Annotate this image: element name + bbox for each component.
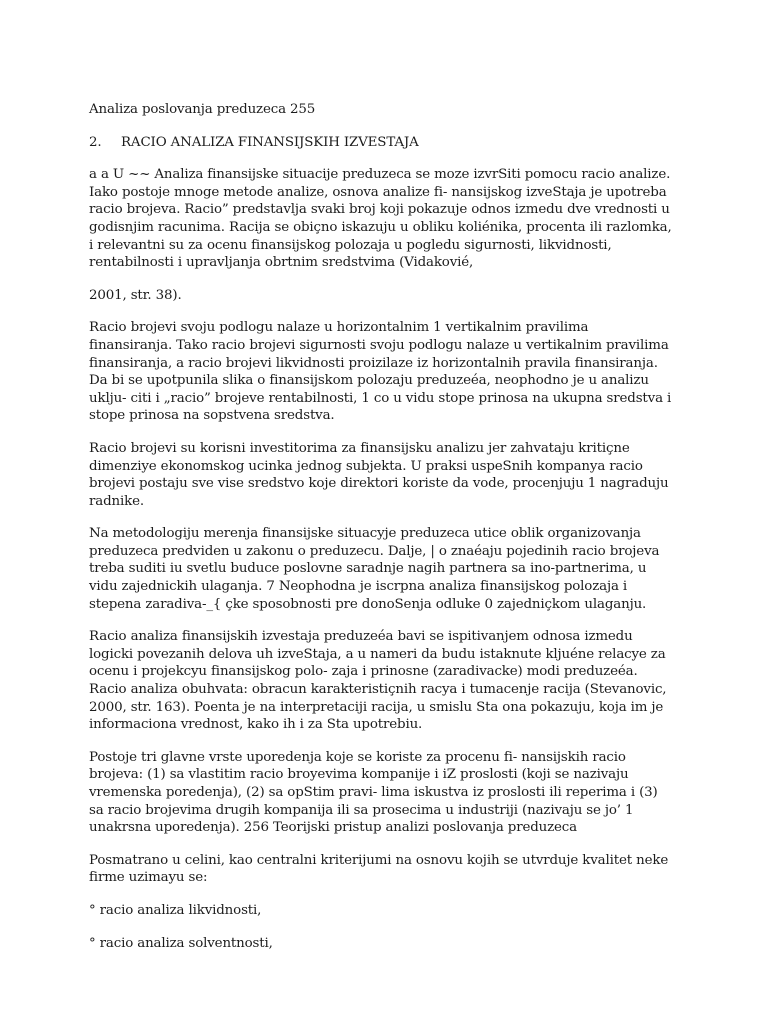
list-item: ° racio analiza likvidnosti, xyxy=(89,902,262,918)
paragraph: Posmatrano u celini, kao centralni kriterijumi na osnovu kojih se utvrduje kvalitet neke firme uzimayu se: xyxy=(89,852,669,886)
paragraph: Racio analiza finansijskih izvestaja preduzeéa bavi se ispitivanjem odnosa izmedu logicki povezanih delova uh izveStaja, a u nameri da budu istaknute kljuéne relacye za ocenu i projekcyu finansijskog polo- zaja i prinosne (zaradivacke) modi preduzeéa. Racio analiza obuhvata: obracun karakteristiçnih racya i tumacenje racija (Stevanovic, 2000, str. 163). Poenta je na interpretaciji racija, u smislu Sta ona pokazuju, koja im je informaciona vrednost, kako ih i za Sta upotrebiu. xyxy=(89,629,667,733)
running-header: Analiza poslovanja preduzeca 255 xyxy=(89,102,316,117)
paragraph: Racio brojevi svoju podlogu nalaze u horizontalnim 1 vertikalnim pravilima finansiranja. Tako racio brojevi sigurnosti svoju podlogu nalaze u vertikalnim pravilima finansiranja, a racio brojevi likvidnosti proizilaze iz horizontalnih pravila finansiranja. Da bi se upotpunila slika o finansijskom polozaju preduzeéa, neophodno je u analizu uklju- citi i „racio” brojeve rentabilnosti, 1 co u vidu stope prinosa na ukupna sredstva i stope prinosa na sopstvena sredstva. xyxy=(89,320,672,424)
list-item: ° racio analiza solventnosti, xyxy=(89,935,273,951)
paragraph: 2001, str. 38). xyxy=(89,287,182,303)
document-body xyxy=(89,101,673,967)
section-number: 2. xyxy=(89,134,102,150)
paragraph: Postoje tri glavne vrste uporedenja koje se koriste za procenu fi- nansijskih racio brojeva: (1) sa vlastitim racio broyevima kompanije i iZ proslosti (koji se nazivaju vremenska poredenja), (2) sa opStim pravi- lima iskustva iz proslosti ili reperima i (3) sa racio brojevima drugih kompanija ili sa prosecima u industriji (nazivaju se jo’ 1 unakrsna uporedenja). 256 Teorijski pristup analizi poslovanja preduzeca xyxy=(89,749,658,836)
section-title: RACIO ANALIZA FINANSIJSKIH IZVESTAJA xyxy=(121,134,419,150)
section-heading xyxy=(89,134,673,152)
paragraph: a a U ~~ Analiza finansijske situacije preduzeca se moze izvrSiti pomocu racio analize. Iako postoje mnoge metode analize, osnova analize fi- nansijskog izveStaja je upotreba racio brojeva. Racio” predstavlja svaki broj koji pokazuje odnos izmedu dve vrednosti u godisnjim racunima. Racija se obiçno iskazuju u obliku koliénika, procenta ili razlomka, i relevantni su za ocenu finansijskog polozaja u pogledu sigurnosti, likvidnosti, rentabilnosti i upravljanja obrtnim sredstvima (Vidakovié, xyxy=(89,167,672,271)
paragraph: Na metodologiju merenja finansijske situacyje preduzeca utice oblik organizovanja preduzeca predviden u zakonu o preduzecu. Dalje, | o znaéaju pojedinih racio brojeva treba suditi iu svetlu buduce poslovne saradnje nagih partnera sa ino-partnerima, u vidu zajednickih ulaganja. 7 Neophodna je iscrpna analiza finansijskog polozaja i stepena zaradiva-_{ çke sposobnosti pre donoSenja odluke 0 zajedniçkom ulaganju. xyxy=(89,526,660,612)
paragraph: Racio brojevi su korisni investitorima za finansijsku analizu jer zahvataju kritiçne dimenziye ekonomskog ucinka jednog subjekta. U praksi uspeSnih kompanya racio brojevi postaju sve vise sredstvo koje direktori koriste da vode, procenjuju 1 nagraduju radnike. xyxy=(89,440,669,509)
